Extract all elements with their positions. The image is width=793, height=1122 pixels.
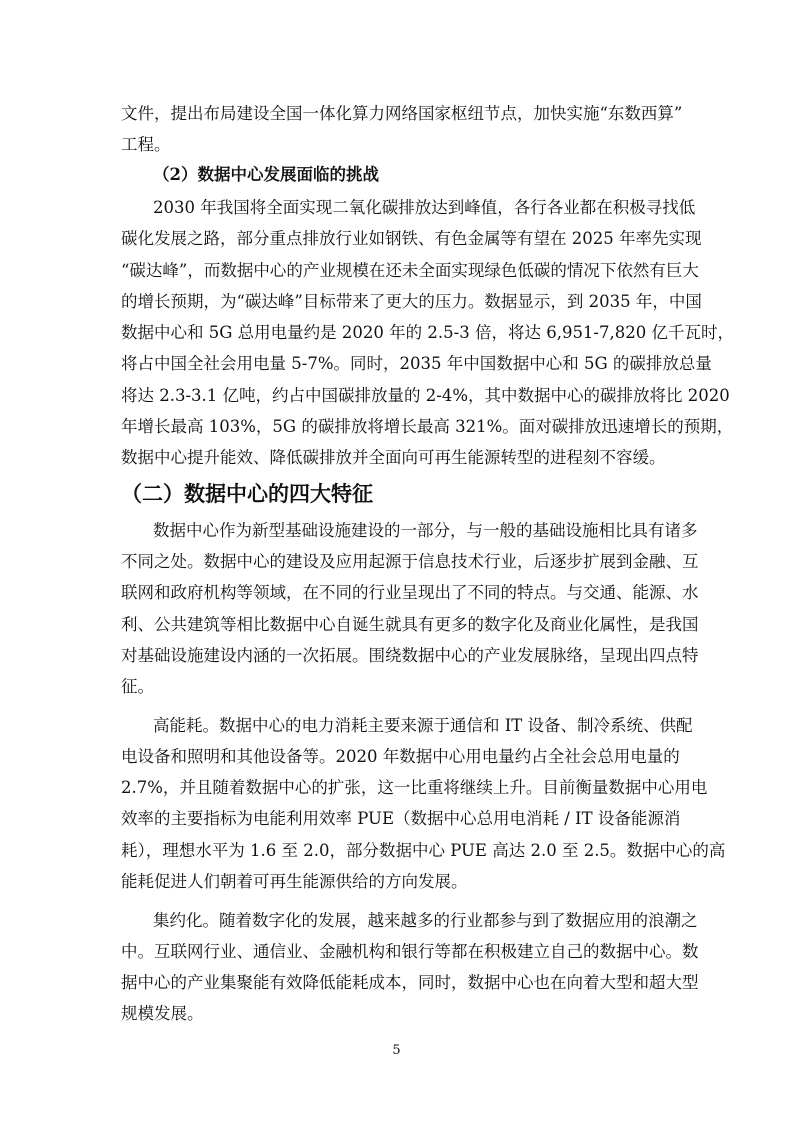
text-line: 数据中心提升能效、降低碳排放并全面向可再生能源转型的进程刻不容缓。 [121, 448, 666, 467]
text-line: 将占中国全社会用电量 5-7%。同时，2035 年中国数据中心和 5G 的碳排放总量 [121, 354, 712, 373]
text-line: 将达 2.3-3.1 亿吨，约占中国碳排放量的 2-4%，其中数据中心的碳排放将比 2020 [121, 386, 730, 405]
text-line: 效率的主要指标为电能利用效率 PUE（数据中心总用电消耗 / IT 设备能源消 [121, 809, 681, 828]
text-line: 工程。 [121, 135, 171, 154]
text-line: 高能耗。数据中心的电力消耗主要来源于通信和 IT 设备、制冷系统、供配 [153, 716, 693, 735]
text-line: 联网和政府机构等领域，在不同的行业呈现出了不同的特点。与交通、能源、水 [121, 583, 699, 602]
text-line: 对基础设施建设内涵的一次拓展。围绕数据中心的产业发展脉络，呈现出四点特 [121, 646, 699, 665]
section-heading: （二）数据中心的四大特征 [121, 481, 373, 506]
page-number: 5 [392, 1043, 401, 1058]
text-line: 年增长最高 103%，5G 的碳排放将增长最高 321%。面对碳排放迅速增长的预期， [121, 417, 734, 436]
text-line: 不同之处。数据中心的建设及应用起源于信息技术行业，后逐步扩展到金融、互 [121, 552, 699, 571]
text-line: 利、公共建筑等相比数据中心自诞生就具有更多的数字化及商业化属性，是我国 [121, 615, 699, 634]
text-line: 的增长预期，为“碳达峰”目标带来了更大的压力。数据显示，到 2035 年，中国 [121, 292, 702, 311]
text-line: 中。互联网行业、通信业、金融机构和银行等都在积极建立自己的数据中心。数 [121, 942, 699, 961]
text-line: 2.7%，并且随着数据中心的扩张，这一比重将继续上升。目前衡量数据中心用电 [121, 778, 708, 797]
text-line: 碳化发展之路，部分重点排放行业如钢铁、有色金属等有望在 2025 年率先实现 [121, 229, 702, 248]
text-line: 2030 年我国将全面实现二氧化碳排放达到峰值，各行各业都在积极寻找低 [153, 198, 696, 217]
text-line: 集约化。随着数字化的发展，越来越多的行业都参与到了数据应用的浪潮之 [153, 911, 698, 930]
text-line: “碳达峰”，而数据中心的产业规模在还未全面实现绿色低碳的情况下依然有巨大 [121, 261, 699, 280]
text-line: 文件，提出布局建设全国一体化算力网络国家枢纽节点，加快实施“东数西算” [121, 104, 683, 123]
text-line: 电设备和照明和其他设备等。2020 年数据中心用电量约占全社会总用电量的 [121, 747, 680, 766]
text-line: 数据中心作为新型基础设施建设的一部分，与一般的基础设施相比具有诸多 [153, 521, 698, 540]
text-line: 数据中心和 5G 总用电量约是 2020 年的 2.5-3 倍，将达 6,951-7,820 亿千瓦时， [121, 323, 734, 342]
text-line: 规模发展。 [121, 1004, 204, 1023]
text-line: 耗），理想水平为 1.6 至 2.0，部分数据中心 PUE 高达 2.0 至 2.5。数据中心的高 [121, 841, 726, 860]
text-line: 据中心的产业集聚能有效降低能耗成本，同时，数据中心也在向着大型和超大型 [121, 973, 699, 992]
text-line: 能耗促进人们朝着可再生能源供给的方向发展。 [121, 872, 468, 891]
text-line: 征。 [121, 677, 154, 696]
subsection-heading: （2）数据中心发展面临的挑战 [153, 165, 379, 184]
